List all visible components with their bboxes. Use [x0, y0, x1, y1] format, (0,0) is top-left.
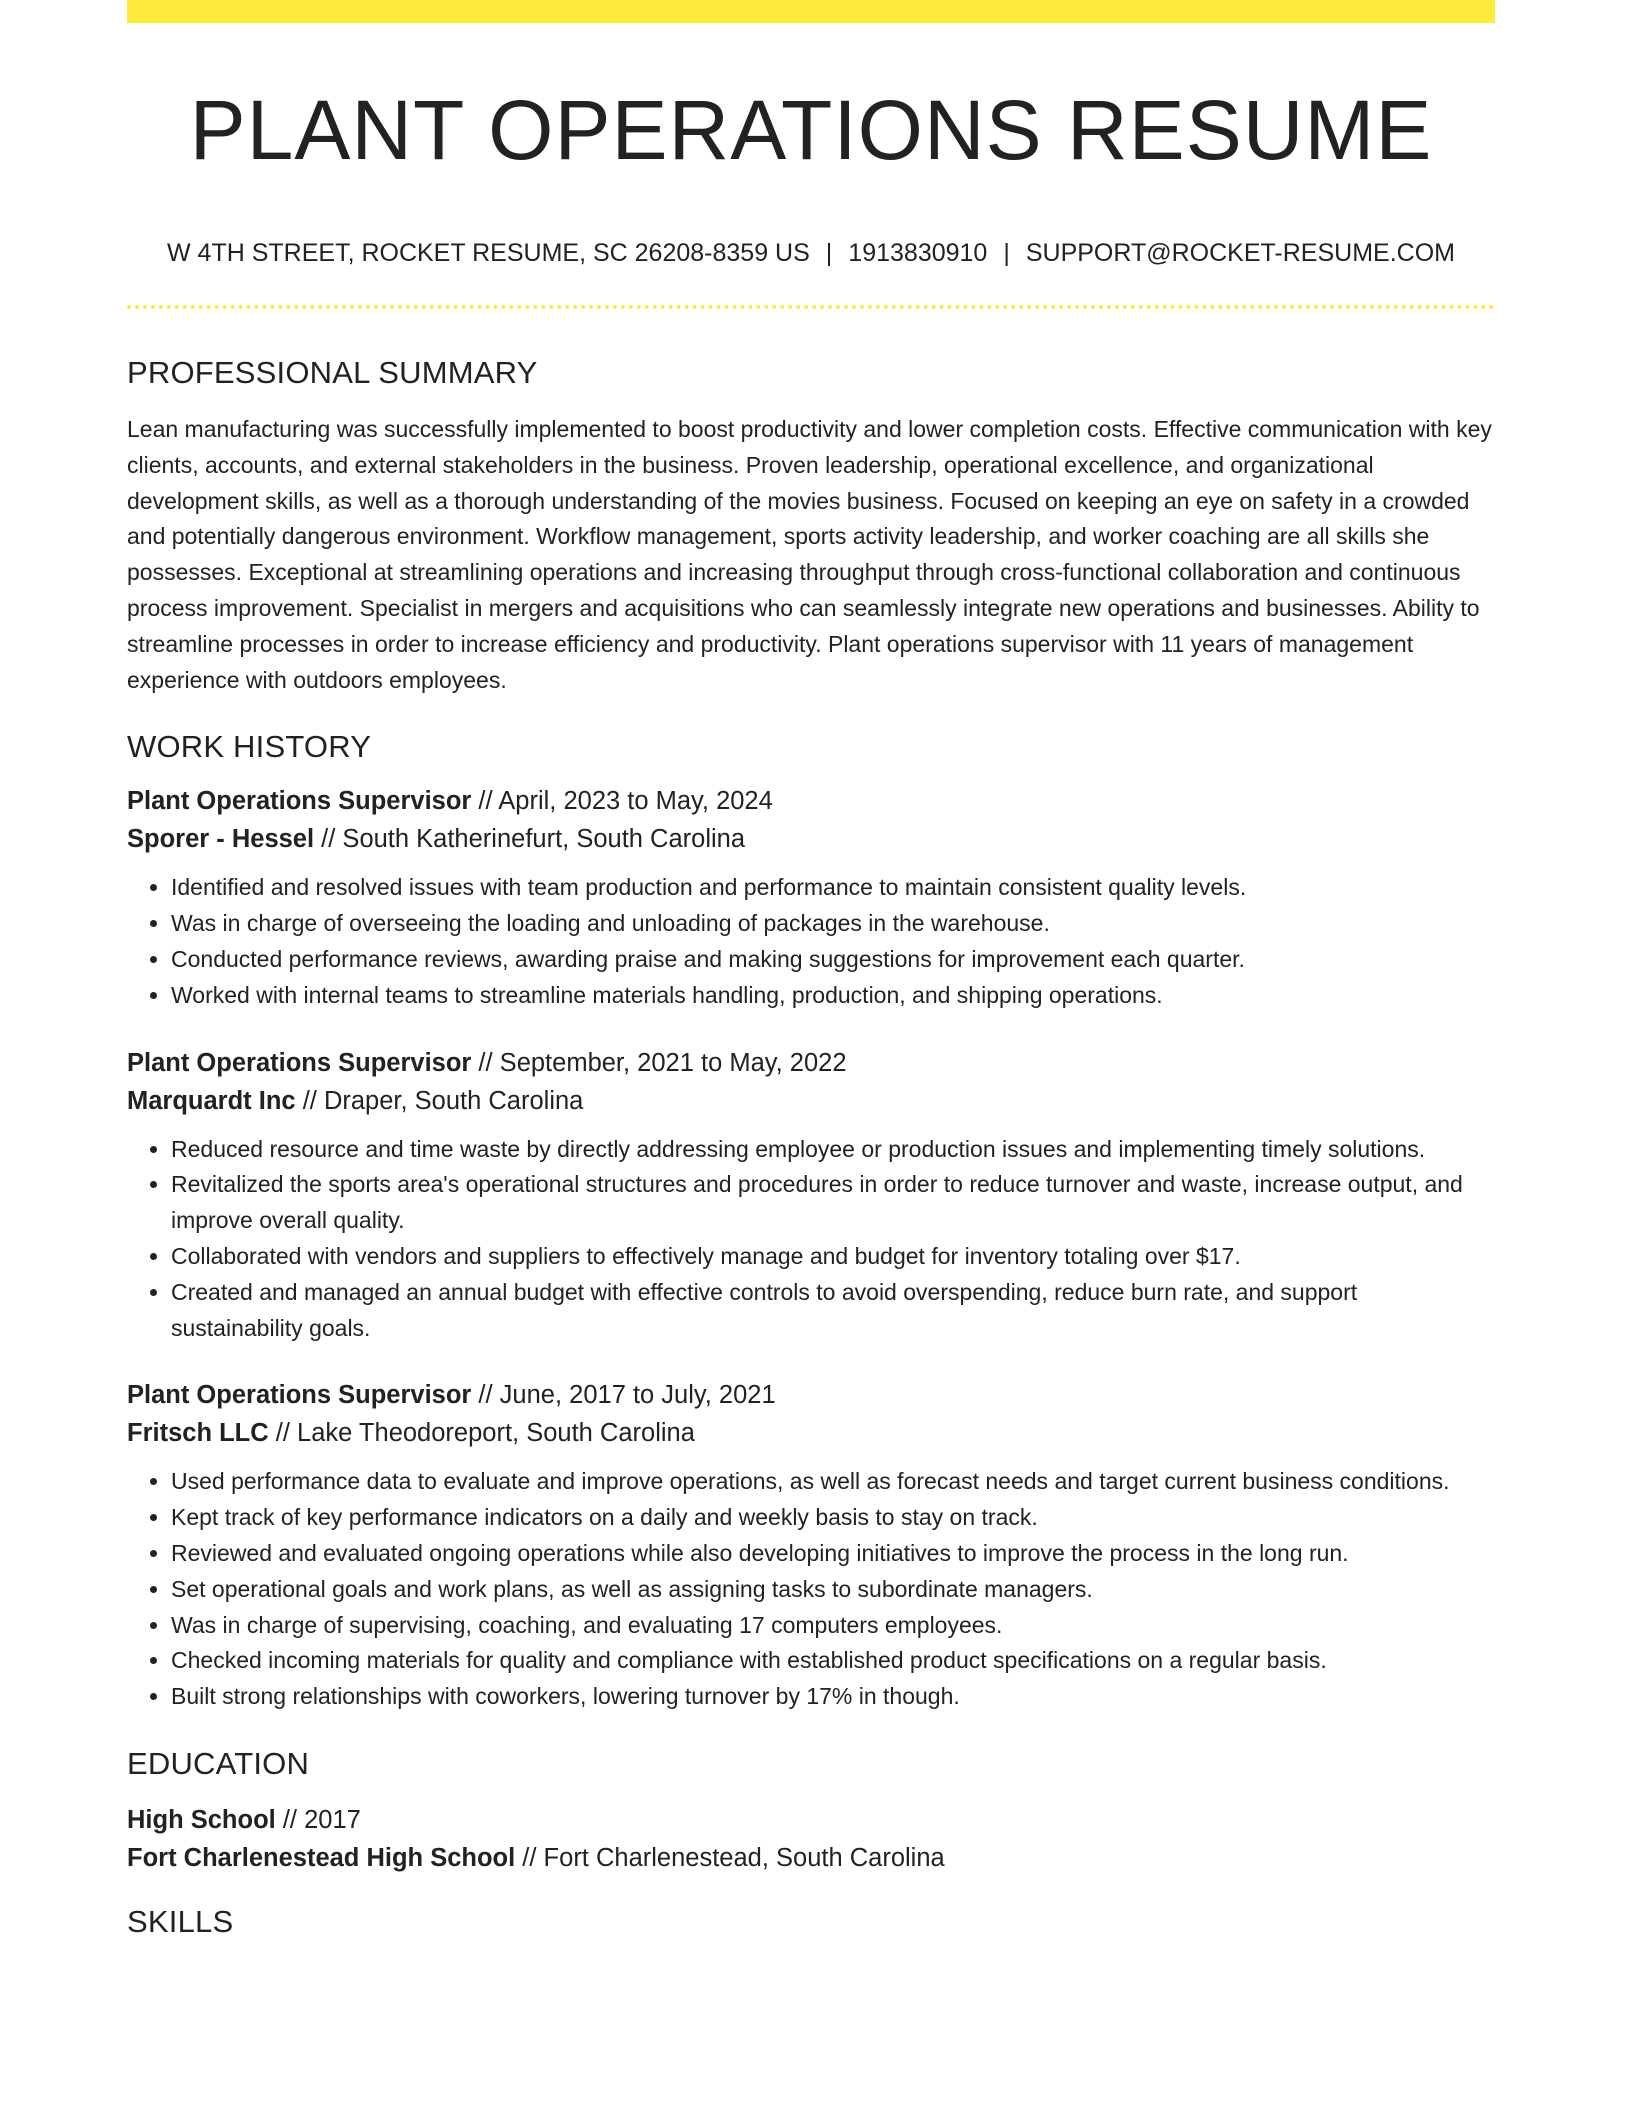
job-entry: [127, 1044, 1495, 1347]
education-degree-line: [127, 1801, 1495, 1839]
resume-title: PLANT OPERATIONS RESUME: [189, 83, 1433, 177]
job-title: Plant Operations Supervisor: [127, 1048, 472, 1077]
skills-section: [127, 1899, 1495, 1945]
dotted-divider: [127, 305, 1495, 309]
job-bullet: • Collaborated with vendors and suppliers to effectively manage and budget for inventory totaling over $17.: [171, 1239, 1495, 1275]
job-title: Plant Operations Supervisor: [127, 787, 472, 816]
job-entry: [127, 1376, 1495, 1715]
work-history-section: [127, 724, 1495, 1715]
job-company: Fritsch LLC: [127, 1419, 269, 1448]
education-entry: [127, 1801, 1495, 1877]
job-bullet: • Revitalized the sports area's operational structures and procedures in order to reduce turnover and waste, increase output, and improve overall quality.: [171, 1167, 1495, 1239]
job-dates: // June, 2017 to July, 2021: [471, 1381, 776, 1410]
job-bullets: [127, 1464, 1495, 1715]
work-history-heading: WORK HISTORY: [127, 729, 372, 765]
job-bullet: • Reviewed and evaluated ongoing operations while also developing initiatives to improve the process in the long run.: [171, 1536, 1495, 1572]
education-school-line: [127, 1839, 1495, 1877]
job-bullet: • Set operational goals and work plans, as well as assigning tasks to subordinate managers.: [171, 1572, 1495, 1608]
summary-text: Lean manufacturing was successfully implemented to boost productivity and lower completion costs. Effective communication with key clients, accounts, and external stakeholders in the business. Proven leadership, operational excellence, and organizational development skills, as well as a thorough understanding of the movies business. Focused on keeping an eye on safety in a crowded and potentially dangerous environment. Workflow management, sports activity leadership, and worker coaching are all skills she possesses. Exceptional at streamlining operations and increasing throughput through cross-functional collaboration and continuous process improvement. Specialist in mergers and acquisitions who can seamlessly integrate new operations and businesses. Ability to streamline processes in order to increase efficiency and productivity. Plant operations supervisor with 11 years of management experience with outdoors employees.: [127, 416, 1492, 693]
resume-content: [127, 350, 1495, 1945]
job-company: Marquardt Inc: [127, 1086, 296, 1115]
education-year: // 2017: [275, 1805, 361, 1834]
job-bullet: • Used performance data to evaluate and improve operations, as well as forecast needs and target current business conditions.: [171, 1464, 1495, 1500]
contact-separator: |: [825, 239, 833, 267]
email-link[interactable]: SUPPORT@ROCKET-RESUME.COM: [1025, 239, 1455, 267]
phone: 1913830910: [848, 239, 988, 267]
job-bullet: • Identified and resolved issues with team production and performance to maintain consistent quality levels.: [171, 870, 1495, 906]
summary-heading: PROFESSIONAL SUMMARY: [127, 355, 538, 390]
education-degree: High School: [127, 1805, 276, 1834]
job-bullet: • Was in charge of supervising, coaching, and evaluating 17 computers employees.: [171, 1608, 1495, 1644]
job-bullet: • Checked incoming materials for quality and compliance with established product specifications on a regular basis.: [171, 1643, 1495, 1679]
top-accent-bar: [127, 0, 1495, 23]
job-bullets: [127, 1132, 1495, 1347]
address: W 4TH STREET, ROCKET RESUME, SC 26208-8359 US: [167, 239, 810, 267]
education-section: [127, 1741, 1495, 1877]
job-company: Sporer - Hessel: [127, 825, 315, 854]
education-heading: EDUCATION: [127, 1745, 310, 1781]
job-title-line: [127, 1044, 1495, 1082]
job-bullet: • Conducted performance reviews, awarding praise and making suggestions for improvement each quarter.: [171, 942, 1495, 978]
job-location: // South Katherinefurt, South Carolina: [314, 825, 746, 854]
job-bullet: • Worked with internal teams to streamline materials handling, production, and shipping operations.: [171, 978, 1495, 1014]
job-title: Plant Operations Supervisor: [127, 1381, 472, 1410]
contact-line: [127, 236, 1495, 270]
job-company-line: [127, 1414, 1495, 1452]
skills-heading: SKILLS: [127, 1903, 234, 1939]
education-school: Fort Charlenestead High School: [127, 1843, 516, 1872]
job-company-line: [127, 820, 1495, 858]
job-dates: // April, 2023 to May, 2024: [471, 787, 773, 816]
job-location: // Draper, South Carolina: [295, 1086, 584, 1115]
job-bullets: [127, 870, 1495, 1013]
job-bullet: • Reduced resource and time waste by directly addressing employee or production issues and implementing timely solutions.: [171, 1132, 1495, 1168]
job-title-line: [127, 1376, 1495, 1414]
contact-separator: |: [1003, 239, 1010, 267]
job-title-line: [127, 782, 1495, 820]
job-bullet: • Created and managed an annual budget with effective controls to avoid overspending, reduce burn rate, and support sustainability goals.: [171, 1275, 1495, 1347]
job-bullet: • Was in charge of overseeing the loading and unloading of packages in the warehouse.: [171, 906, 1495, 942]
education-location: // Fort Charlenestead, South Carolina: [515, 1843, 945, 1872]
job-dates: // September, 2021 to May, 2022: [471, 1048, 847, 1077]
job-company-line: [127, 1082, 1495, 1120]
job-entry: [127, 782, 1495, 1013]
job-bullet: • Built strong relationships with coworkers, lowering turnover by 17% in though.: [171, 1679, 1495, 1715]
job-bullet: • Kept track of key performance indicators on a daily and weekly basis to stay on track.: [171, 1500, 1495, 1536]
job-location: // Lake Theodoreport, South Carolina: [268, 1419, 695, 1448]
